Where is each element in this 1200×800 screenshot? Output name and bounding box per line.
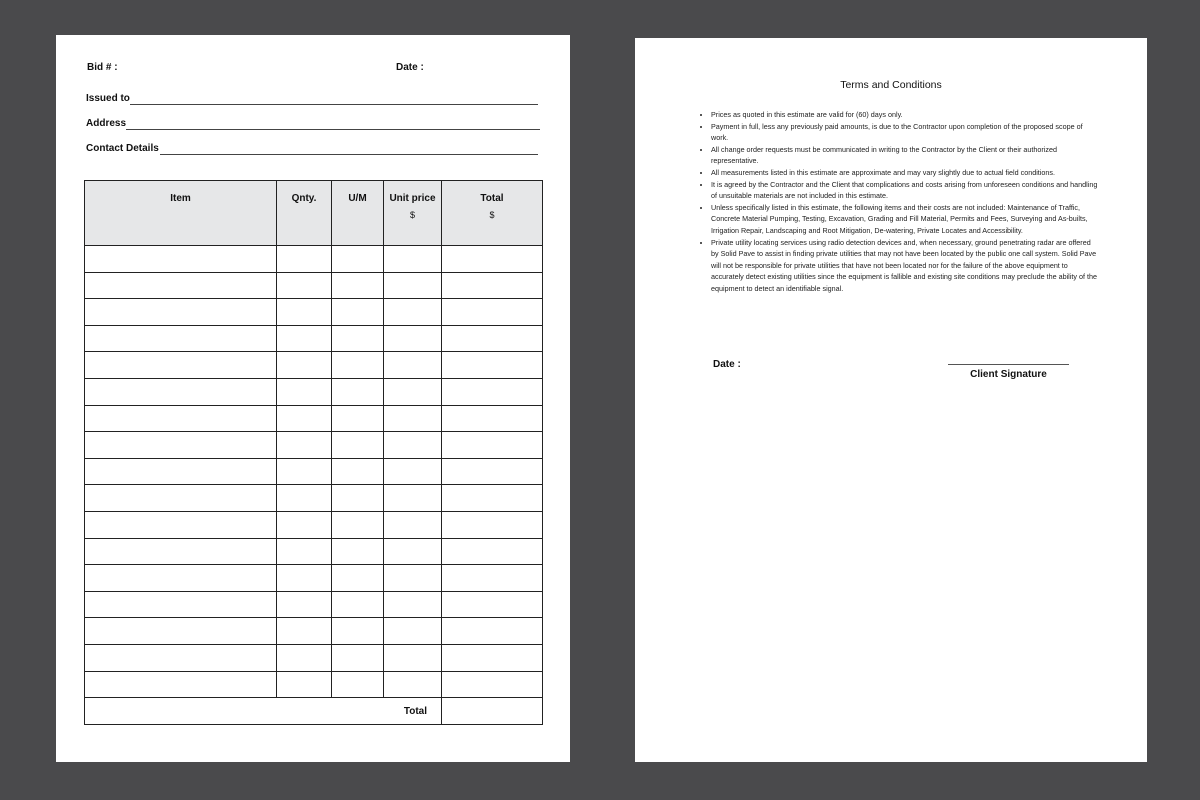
cell-unit-price[interactable] bbox=[384, 485, 442, 512]
estimate-page bbox=[56, 35, 570, 762]
cell-um[interactable] bbox=[332, 246, 384, 273]
cell-total[interactable] bbox=[442, 485, 543, 512]
cell-unit-price[interactable] bbox=[384, 272, 442, 299]
cell-um[interactable] bbox=[332, 538, 384, 565]
table-row bbox=[85, 272, 543, 299]
cell-item[interactable] bbox=[85, 565, 277, 592]
cell-item[interactable] bbox=[85, 325, 277, 352]
cell-unit-price[interactable] bbox=[384, 538, 442, 565]
date-label: Date : bbox=[396, 62, 424, 73]
cell-um[interactable] bbox=[332, 671, 384, 698]
cell-um[interactable] bbox=[332, 272, 384, 299]
table-row bbox=[85, 405, 543, 432]
table-row bbox=[85, 538, 543, 565]
terms-page bbox=[635, 38, 1147, 762]
cell-um[interactable] bbox=[332, 325, 384, 352]
cell-unit-price[interactable] bbox=[384, 299, 442, 326]
table-row bbox=[85, 325, 543, 352]
col-header-um-label: U/M bbox=[348, 193, 367, 204]
table-header-row bbox=[85, 181, 543, 246]
cell-total[interactable] bbox=[442, 644, 543, 671]
total-currency: $ bbox=[489, 210, 495, 220]
cell-item[interactable] bbox=[85, 618, 277, 645]
issued-to-field[interactable] bbox=[130, 104, 538, 105]
client-signature-field[interactable] bbox=[948, 364, 1069, 365]
cell-um[interactable] bbox=[332, 299, 384, 326]
grand-total-cell[interactable] bbox=[442, 698, 543, 725]
cell-qnty[interactable] bbox=[277, 272, 332, 299]
cell-qnty[interactable] bbox=[277, 671, 332, 698]
col-header-qnty bbox=[277, 181, 332, 246]
address-label: Address bbox=[86, 118, 127, 129]
cell-qnty[interactable] bbox=[277, 644, 332, 671]
table-row bbox=[85, 432, 543, 459]
cell-unit-price[interactable] bbox=[384, 325, 442, 352]
cell-item[interactable] bbox=[85, 644, 277, 671]
table-row bbox=[85, 458, 543, 485]
table-row bbox=[85, 378, 543, 405]
cell-total[interactable] bbox=[442, 432, 543, 459]
cell-total[interactable] bbox=[442, 299, 543, 326]
cell-um[interactable] bbox=[332, 644, 384, 671]
cell-unit-price[interactable] bbox=[384, 378, 442, 405]
terms-item: • All measurements listed in this estimate are approximate and may vary slightly due to actual field conditions. bbox=[711, 167, 1099, 179]
col-header-um bbox=[332, 181, 384, 246]
table-row bbox=[85, 565, 543, 592]
cell-total[interactable] bbox=[442, 325, 543, 352]
cell-item[interactable] bbox=[85, 671, 277, 698]
cell-item[interactable] bbox=[85, 272, 277, 299]
terms-title: Terms and Conditions bbox=[840, 79, 942, 91]
cell-qnty[interactable] bbox=[277, 432, 332, 459]
table-row bbox=[85, 671, 543, 698]
table-row bbox=[85, 299, 543, 326]
cell-total[interactable] bbox=[442, 671, 543, 698]
table-body bbox=[85, 246, 543, 698]
table-row bbox=[85, 246, 543, 273]
table-row bbox=[85, 644, 543, 671]
estimate-table bbox=[84, 180, 543, 725]
cell-qnty[interactable] bbox=[277, 565, 332, 592]
bid-number-label: Bid # : bbox=[87, 62, 118, 73]
cell-qnty[interactable] bbox=[277, 458, 332, 485]
cell-um[interactable] bbox=[332, 511, 384, 538]
cell-total[interactable] bbox=[442, 352, 543, 379]
terms-item: • Payment in full, less any previously paid amounts, is due to the Contractor upon completion of the proposed scope of work. bbox=[711, 121, 1099, 144]
terms-item: • Private utility locating services using radio detection devices and, when necessary, ground penetrating radar are offered by Solid Pave to assist in finding private utilities that may not have been located by the public one call system. Solid Pave will not be responsible for private utilities that have not been located nor for the failure of the above equipment to accurately detect existing utilities since the equipment is fallible and existing site conditions may preclude the ability of the equipment to detect an identifiable signal. bbox=[711, 237, 1099, 295]
cell-qnty[interactable] bbox=[277, 246, 332, 273]
cell-item[interactable] bbox=[85, 299, 277, 326]
issued-to-label: Issued to bbox=[86, 93, 130, 104]
total-row bbox=[85, 698, 543, 725]
cell-total[interactable] bbox=[442, 405, 543, 432]
cell-um[interactable] bbox=[332, 485, 384, 512]
cell-unit-price[interactable] bbox=[384, 644, 442, 671]
cell-total[interactable] bbox=[442, 378, 543, 405]
contact-details-field[interactable] bbox=[160, 154, 538, 155]
terms-item: • Unless specifically listed in this estimate, the following items and their costs are not included: Maintenance of Traffic, Concrete Material Pumping, Testing, Excavation, Grading and Fill Material, Permits and Fees, Surveying and As-builts, Irrigation Repair, Landscaping and Root Mitigation, De-watering, Private Locates and Accessibility. bbox=[711, 202, 1099, 237]
table-row bbox=[85, 591, 543, 618]
terms-item: • Prices as quoted in this estimate are valid for (60) days only. bbox=[711, 109, 1099, 121]
cell-um[interactable] bbox=[332, 458, 384, 485]
col-header-total bbox=[442, 181, 543, 246]
client-signature-label: Client Signature bbox=[970, 369, 1047, 380]
cell-total[interactable] bbox=[442, 458, 543, 485]
cell-item[interactable] bbox=[85, 538, 277, 565]
cell-unit-price[interactable] bbox=[384, 591, 442, 618]
cell-total[interactable] bbox=[442, 591, 543, 618]
col-header-unit-price bbox=[384, 181, 442, 246]
cell-unit-price[interactable] bbox=[384, 565, 442, 592]
cell-um[interactable] bbox=[332, 378, 384, 405]
cell-unit-price[interactable] bbox=[384, 405, 442, 432]
terms-list bbox=[701, 109, 1099, 295]
cell-um[interactable] bbox=[332, 565, 384, 592]
cell-item[interactable] bbox=[85, 246, 277, 273]
cell-item[interactable] bbox=[85, 405, 277, 432]
cell-qnty[interactable] bbox=[277, 405, 332, 432]
cell-total[interactable] bbox=[442, 246, 543, 273]
cell-qnty[interactable] bbox=[277, 485, 332, 512]
cell-item[interactable] bbox=[85, 352, 277, 379]
col-header-total-label: Total bbox=[480, 193, 504, 204]
cell-unit-price[interactable] bbox=[384, 511, 442, 538]
cell-um[interactable] bbox=[332, 352, 384, 379]
cell-item[interactable] bbox=[85, 511, 277, 538]
col-header-unit-price-label: Unit price bbox=[389, 193, 436, 204]
cell-unit-price[interactable] bbox=[384, 671, 442, 698]
grand-total-label-cell bbox=[85, 698, 442, 725]
cell-total[interactable] bbox=[442, 272, 543, 299]
cell-item[interactable] bbox=[85, 378, 277, 405]
cell-qnty[interactable] bbox=[277, 538, 332, 565]
col-header-qnty-label: Qnty. bbox=[291, 193, 317, 204]
cell-qnty[interactable] bbox=[277, 352, 332, 379]
signature-date-label: Date : bbox=[713, 359, 741, 370]
grand-total-label: Total bbox=[403, 705, 427, 717]
cell-item[interactable] bbox=[85, 458, 277, 485]
cell-qnty[interactable] bbox=[277, 511, 332, 538]
cell-total[interactable] bbox=[442, 511, 543, 538]
cell-unit-price[interactable] bbox=[384, 246, 442, 273]
cell-um[interactable] bbox=[332, 618, 384, 645]
cell-um[interactable] bbox=[332, 591, 384, 618]
cell-qnty[interactable] bbox=[277, 591, 332, 618]
cell-qnty[interactable] bbox=[277, 299, 332, 326]
address-field[interactable] bbox=[126, 129, 540, 130]
cell-unit-price[interactable] bbox=[384, 458, 442, 485]
cell-um[interactable] bbox=[332, 405, 384, 432]
table-row bbox=[85, 485, 543, 512]
terms-item: • It is agreed by the Contractor and the Client that complications and costs arising from unforeseen conditions and handling of unsuitable materials are not included in this estimate. bbox=[711, 179, 1099, 202]
cell-total[interactable] bbox=[442, 538, 543, 565]
table-row bbox=[85, 352, 543, 379]
cell-qnty[interactable] bbox=[277, 325, 332, 352]
cell-unit-price[interactable] bbox=[384, 618, 442, 645]
unit-price-currency: $ bbox=[409, 210, 415, 220]
cell-item[interactable] bbox=[85, 432, 277, 459]
terms-item: • All change order requests must be communicated in writing to the Contractor by the Client or their authorized representative. bbox=[711, 144, 1099, 167]
cell-qnty[interactable] bbox=[277, 378, 332, 405]
cell-unit-price[interactable] bbox=[384, 352, 442, 379]
table-row bbox=[85, 511, 543, 538]
cell-unit-price[interactable] bbox=[384, 432, 442, 459]
col-header-item bbox=[85, 181, 277, 246]
cell-total[interactable] bbox=[442, 618, 543, 645]
cell-um[interactable] bbox=[332, 432, 384, 459]
table-row bbox=[85, 618, 543, 645]
cell-item[interactable] bbox=[85, 485, 277, 512]
cell-total[interactable] bbox=[442, 565, 543, 592]
col-header-item-label: Item bbox=[170, 193, 191, 204]
cell-qnty[interactable] bbox=[277, 618, 332, 645]
contact-details-label: Contact Details bbox=[86, 143, 159, 154]
cell-item[interactable] bbox=[85, 591, 277, 618]
